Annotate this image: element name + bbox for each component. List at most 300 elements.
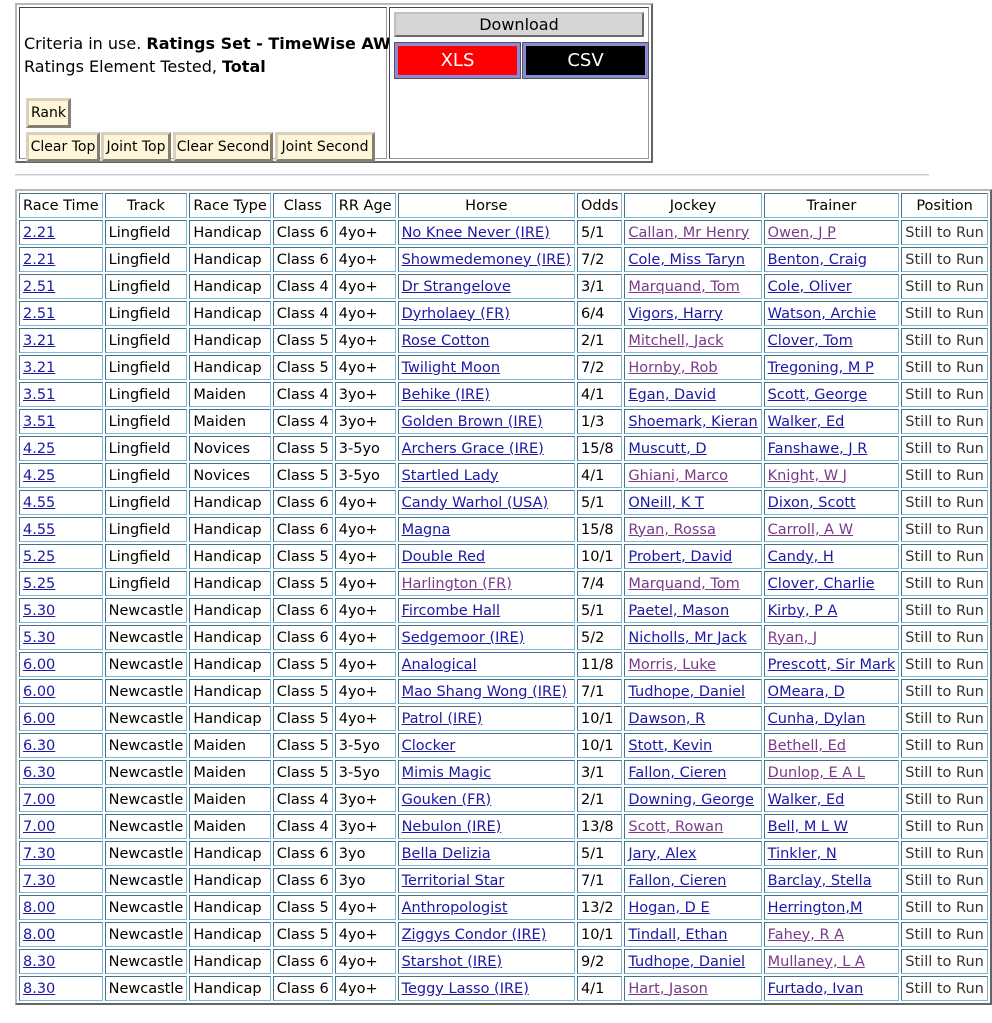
horse-link[interactable]: Candy Warhol (USA) [401,494,549,511]
trainer-link[interactable]: Barclay, Stella [767,872,872,889]
jockey-cell [624,652,761,677]
track-cell: Newcastle [105,814,188,839]
horse-link[interactable]: Gouken (FR) [401,791,492,808]
horse-link[interactable]: Clocker [401,737,456,754]
position-cell: Still to Run [901,841,988,866]
odds-cell: 2/1 [577,328,622,353]
trainer-link[interactable]: Dunlop, E A L [767,764,865,781]
rr-age-cell: 3-5yo [335,436,396,461]
trainer-cell [764,733,900,758]
clear-second-button[interactable]: Clear Second [173,132,273,162]
trainer-cell [764,436,900,461]
table-row [19,517,988,542]
trainer-link[interactable]: Dixon, Scott [767,494,856,511]
horse-cell [398,274,575,299]
track-cell: Newcastle [105,841,188,866]
odds-cell: 10/1 [577,544,622,569]
horse-link[interactable]: Bella Delizia [401,845,491,862]
rr-age-cell: 4yo+ [335,976,396,1001]
class-cell: Class 5 [273,733,333,758]
race-time-link[interactable]: 5.30 [23,629,56,646]
jockey-cell [624,328,761,353]
race-time-link[interactable]: 7.30 [23,845,56,862]
horse-link[interactable]: Starshot (IRE) [401,953,503,970]
race-type-cell: Maiden [189,787,270,812]
rr-age-cell: 4yo+ [335,652,396,677]
table-row [19,220,988,245]
trainer-cell [764,625,900,650]
track-cell: Lingfield [105,328,188,353]
odds-cell: 5/1 [577,490,622,515]
race-time-link[interactable]: 8.30 [23,980,56,997]
odds-cell: 3/1 [577,760,622,785]
horse-cell [398,355,575,380]
trainer-cell [764,598,900,623]
rr-age-cell: 4yo+ [335,571,396,596]
column-header: Position [901,193,988,218]
trainer-cell [764,544,900,569]
race-time-link[interactable]: 3.21 [23,359,56,376]
race-time-cell [19,301,103,326]
jockey-link[interactable]: Fallon, Cieren [628,872,727,889]
race-time-link[interactable]: 4.25 [23,440,56,457]
jockey-cell [624,274,761,299]
jockey-cell [624,625,761,650]
trainer-link[interactable]: Candy, H [767,548,834,565]
race-type-cell: Maiden [189,409,270,434]
race-time-cell [19,436,103,461]
track-cell: Lingfield [105,409,188,434]
horse-cell [398,814,575,839]
race-type-cell: Handicap [189,868,270,893]
odds-cell: 13/8 [577,814,622,839]
jockey-link[interactable]: Nicholls, Mr Jack [628,629,747,646]
trainer-link[interactable]: OMeara, D [767,683,845,700]
jockey-link[interactable]: Paetel, Mason [628,602,730,619]
class-cell: Class 4 [273,382,333,407]
position-cell: Still to Run [901,976,988,1001]
jockey-link[interactable]: Mitchell, Jack [628,332,724,349]
jockey-link[interactable]: Ghiani, Marco [628,467,729,484]
rr-age-cell: 4yo+ [335,355,396,380]
horse-link[interactable]: Golden Brown (IRE) [401,413,543,430]
position-cell: Still to Run [901,409,988,434]
joint-second-button[interactable]: Joint Second [275,132,375,162]
trainer-link[interactable]: Owen, J P [767,224,836,241]
jockey-cell [624,598,761,623]
track-cell: Newcastle [105,895,188,920]
trainer-link[interactable]: Walker, Ed [767,413,845,430]
column-header: Race Type [189,193,270,218]
race-time-cell [19,463,103,488]
position-cell: Still to Run [901,814,988,839]
class-cell: Class 6 [273,598,333,623]
jockey-link[interactable]: Probert, David [628,548,733,565]
criteria-ratings-set-value: Ratings Set - TimeWise AW [146,34,391,53]
rr-age-cell: 3yo+ [335,409,396,434]
race-time-link[interactable]: 3.51 [23,386,56,403]
jockey-cell [624,976,761,1001]
class-cell: Class 4 [273,787,333,812]
jockey-link[interactable]: Shoemark, Kieran [628,413,758,430]
odds-cell: 10/1 [577,922,622,947]
jockey-link[interactable]: Morris, Luke [628,656,717,673]
race-time-link[interactable]: 3.21 [23,332,56,349]
csv-download-button[interactable]: CSV [523,43,648,78]
jockey-link[interactable]: Hart, Jason [628,980,708,997]
column-header: Race Time [19,193,103,218]
class-cell: Class 6 [273,976,333,1001]
horse-cell [398,436,575,461]
race-time-link[interactable]: 2.21 [23,224,56,241]
race-time-link[interactable]: 2.51 [23,278,56,295]
class-cell: Class 6 [273,490,333,515]
rr-age-cell: 3yo+ [335,382,396,407]
trainer-cell [764,760,900,785]
race-time-link[interactable]: 2.21 [23,251,56,268]
rr-age-cell: 3-5yo [335,733,396,758]
jockey-link[interactable]: Stott, Kevin [628,737,713,754]
horse-cell [398,328,575,353]
race-time-link[interactable]: 3.51 [23,413,56,430]
column-header: RR Age [335,193,396,218]
jockey-cell [624,517,761,542]
column-header: Class [273,193,333,218]
element-label: Ratings Element Tested, [24,57,223,76]
race-time-link[interactable]: 4.55 [23,521,56,538]
jockey-link[interactable]: Ryan, Rossa [628,521,716,538]
rr-age-cell: 4yo+ [335,949,396,974]
race-time-link[interactable]: 6.00 [23,710,56,727]
odds-cell: 7/2 [577,355,622,380]
track-cell: Newcastle [105,922,188,947]
class-cell: Class 5 [273,355,333,380]
horse-cell [398,409,575,434]
table-row [19,598,988,623]
clear-top-button[interactable]: Clear Top [26,132,100,162]
position-cell: Still to Run [901,868,988,893]
horse-link[interactable]: Archers Grace (IRE) [401,440,544,457]
class-cell: Class 4 [273,274,333,299]
jockey-link[interactable]: Tudhope, Daniel [628,683,746,700]
race-time-link[interactable]: 5.25 [23,575,56,592]
rank-button[interactable]: Rank [26,98,71,128]
race-type-cell: Handicap [189,895,270,920]
horse-link[interactable]: Double Red [401,548,486,565]
race-time-link[interactable]: 4.55 [23,494,56,511]
trainer-cell [764,274,900,299]
horse-link[interactable]: Territorial Star [401,872,505,889]
trainer-link[interactable]: Scott, George [767,386,868,403]
rr-age-cell: 4yo+ [335,598,396,623]
horse-cell [398,976,575,1001]
results-table [15,189,992,1005]
track-cell: Lingfield [105,247,188,272]
race-type-cell: Maiden [189,382,270,407]
horse-link[interactable]: Anthropologist [401,899,508,916]
jockey-cell [624,922,761,947]
race-time-link[interactable]: 6.00 [23,656,56,673]
race-time-link[interactable]: 7.00 [23,818,56,835]
table-row [19,409,988,434]
horse-link[interactable]: Teggy Lasso (IRE) [401,980,529,997]
horse-link[interactable]: Behike (IRE) [401,386,490,403]
trainer-cell [764,652,900,677]
horse-cell [398,517,575,542]
trainer-cell [764,976,900,1001]
race-time-link[interactable]: 6.30 [23,737,56,754]
column-header: Odds [577,193,622,218]
horse-link[interactable]: Dyrholaey (FR) [401,305,510,322]
horse-cell [398,247,575,272]
position-cell: Still to Run [901,760,988,785]
results-body [19,220,988,1001]
horse-link[interactable]: Ziggys Condor (IRE) [401,926,547,943]
table-row [19,868,988,893]
class-cell: Class 5 [273,706,333,731]
class-cell: Class 6 [273,517,333,542]
odds-cell: 5/1 [577,220,622,245]
race-type-cell: Handicap [189,247,270,272]
race-time-link[interactable]: 2.51 [23,305,56,322]
race-type-cell: Handicap [189,949,270,974]
table-row [19,490,988,515]
horse-link[interactable]: Showmedemoney (IRE) [401,251,571,268]
jockey-cell [624,436,761,461]
table-row [19,328,988,353]
trainer-cell [764,679,900,704]
track-cell: Lingfield [105,274,188,299]
table-row [19,814,988,839]
class-cell: Class 6 [273,220,333,245]
race-time-link[interactable]: 8.00 [23,926,56,943]
jockey-cell [624,463,761,488]
horse-cell [398,463,575,488]
track-cell: Lingfield [105,490,188,515]
trainer-cell [764,301,900,326]
jockey-link[interactable]: Jary, Alex [628,845,697,862]
table-row [19,652,988,677]
horse-link[interactable]: Mao Shang Wong (IRE) [401,683,567,700]
odds-cell: 7/4 [577,571,622,596]
horse-link[interactable]: Nebulon (IRE) [401,818,502,835]
trainer-link[interactable]: Clover, Tom [767,332,853,349]
table-row [19,733,988,758]
race-time-cell [19,814,103,839]
trainer-link[interactable]: Prescott, Sir Mark [767,656,896,673]
trainer-cell [764,328,900,353]
trainer-cell [764,490,900,515]
criteria-line-element [24,57,266,76]
horse-link[interactable]: Analogical [401,656,477,673]
trainer-link[interactable]: Benton, Craig [767,251,867,268]
track-cell: Newcastle [105,949,188,974]
horse-cell [398,571,575,596]
horse-cell [398,841,575,866]
jockey-link[interactable]: Dawson, R [628,710,706,727]
trainer-link[interactable]: Mullaney, L A [767,953,865,970]
trainer-cell [764,814,900,839]
race-time-link[interactable]: 6.00 [23,683,56,700]
trainer-link[interactable]: Tregoning, M P [767,359,874,376]
trainer-link[interactable]: Watson, Archie [767,305,877,322]
jockey-link[interactable]: Hornby, Rob [628,359,718,376]
race-time-cell [19,976,103,1001]
horse-link[interactable]: Harlington (FR) [401,575,512,592]
race-time-cell [19,787,103,812]
jockey-link[interactable]: Downing, George [628,791,754,808]
race-time-cell [19,544,103,569]
table-row [19,841,988,866]
trainer-link[interactable]: Bell, M L W [767,818,848,835]
jockey-link[interactable]: Muscutt, D [628,440,707,457]
table-row [19,382,988,407]
class-cell: Class 6 [273,625,333,650]
horse-link[interactable]: Twilight Moon [401,359,501,376]
jockey-cell [624,490,761,515]
track-cell: Newcastle [105,760,188,785]
trainer-link[interactable]: Knight, W J [767,467,847,484]
track-cell: Lingfield [105,382,188,407]
horse-link[interactable]: Rose Cotton [401,332,490,349]
column-header: Track [105,193,188,218]
trainer-link[interactable]: Fahey, R A [767,926,845,943]
race-time-cell [19,625,103,650]
jockey-link[interactable]: Fallon, Cieren [628,764,727,781]
horse-link[interactable]: Magna [401,521,451,538]
xls-download-button[interactable]: XLS [395,43,520,78]
race-type-cell: Handicap [189,976,270,1001]
trainer-link[interactable]: Clover, Charlie [767,575,875,592]
jockey-link[interactable]: Cole, Miss Taryn [628,251,745,268]
jockey-link[interactable]: Vigors, Harry [628,305,723,322]
race-type-cell: Handicap [189,706,270,731]
jockey-link[interactable]: Callan, Mr Henry [628,224,750,241]
trainer-link[interactable]: Carroll, A W [767,521,854,538]
rr-age-cell: 4yo+ [335,517,396,542]
class-cell: Class 6 [273,841,333,866]
odds-cell: 9/2 [577,949,622,974]
race-time-link[interactable]: 8.30 [23,953,56,970]
jockey-cell [624,355,761,380]
trainer-link[interactable]: Tinkler, N [767,845,837,862]
rr-age-cell: 4yo+ [335,706,396,731]
trainer-link[interactable]: Herrington,M [767,899,863,916]
race-time-link[interactable]: 5.30 [23,602,56,619]
element-value: Total [222,57,266,76]
jockey-link[interactable]: Marquand, Tom [628,278,740,295]
race-time-link[interactable]: 8.00 [23,899,56,916]
race-time-cell [19,949,103,974]
class-cell: Class 5 [273,895,333,920]
jockey-link[interactable]: Tindall, Ethan [628,926,728,943]
horse-link[interactable]: Fircombe Hall [401,602,501,619]
trainer-link[interactable]: Fanshawe, J R [767,440,868,457]
table-row [19,247,988,272]
jockey-link[interactable]: Egan, David [628,386,716,403]
position-cell: Still to Run [901,274,988,299]
horse-cell [398,625,575,650]
jockey-link[interactable]: Tudhope, Daniel [628,953,746,970]
class-cell: Class 5 [273,571,333,596]
race-time-link[interactable]: 7.30 [23,872,56,889]
track-cell: Newcastle [105,976,188,1001]
odds-cell: 4/1 [577,382,622,407]
trainer-cell [764,247,900,272]
jockey-cell [624,760,761,785]
jockey-link[interactable]: Hogan, D E [628,899,710,916]
odds-cell: 5/2 [577,625,622,650]
jockey-link[interactable]: Scott, Rowan [628,818,724,835]
trainer-link[interactable]: Kirby, P A [767,602,838,619]
table-row [19,679,988,704]
odds-cell: 15/8 [577,517,622,542]
position-cell: Still to Run [901,436,988,461]
download-title: Download [394,12,644,37]
table-row [19,787,988,812]
horse-cell [398,706,575,731]
race-time-link[interactable]: 5.25 [23,548,56,565]
rr-age-cell: 3yo [335,841,396,866]
jockey-cell [624,679,761,704]
rr-age-cell: 3yo+ [335,787,396,812]
criteria-line-ratings-set [24,34,391,53]
position-cell: Still to Run [901,247,988,272]
race-time-cell [19,409,103,434]
table-row [19,976,988,1001]
download-panel [389,7,649,159]
trainer-link[interactable]: Cole, Oliver [767,278,852,295]
joint-top-button[interactable]: Joint Top [101,132,171,162]
rr-age-cell: 3-5yo [335,463,396,488]
trainer-link[interactable]: Walker, Ed [767,791,845,808]
trainer-link[interactable]: Furtado, Ivan [767,980,864,997]
race-time-cell [19,679,103,704]
trainer-cell [764,922,900,947]
trainer-link[interactable]: Cunha, Dylan [767,710,866,727]
trainer-cell [764,571,900,596]
race-time-cell [19,382,103,407]
horse-link[interactable]: Patrol (IRE) [401,710,483,727]
class-cell: Class 5 [273,544,333,569]
trainer-link[interactable]: Ryan, J [767,629,818,646]
horse-link[interactable]: Sedgemoor (IRE) [401,629,525,646]
odds-cell: 4/1 [577,463,622,488]
horse-link[interactable]: Mimis Magic [401,764,492,781]
jockey-link[interactable]: Marquand, Tom [628,575,740,592]
race-time-link[interactable]: 7.00 [23,791,56,808]
track-cell: Lingfield [105,301,188,326]
race-type-cell: Novices [189,436,270,461]
class-cell: Class 6 [273,247,333,272]
position-cell: Still to Run [901,895,988,920]
odds-cell: 13/2 [577,895,622,920]
jockey-cell [624,544,761,569]
race-time-link[interactable]: 6.30 [23,764,56,781]
horse-link[interactable]: No Knee Never (IRE) [401,224,550,241]
race-time-link[interactable]: 4.25 [23,467,56,484]
horse-link[interactable]: Dr Strangelove [401,278,511,295]
horse-link[interactable]: Startled Lady [401,467,499,484]
class-cell: Class 5 [273,328,333,353]
position-cell: Still to Run [901,382,988,407]
jockey-link[interactable]: ONeill, K T [628,494,704,511]
race-type-cell: Maiden [189,814,270,839]
position-cell: Still to Run [901,355,988,380]
position-cell: Still to Run [901,922,988,947]
horse-cell [398,490,575,515]
trainer-link[interactable]: Bethell, Ed [767,737,846,754]
